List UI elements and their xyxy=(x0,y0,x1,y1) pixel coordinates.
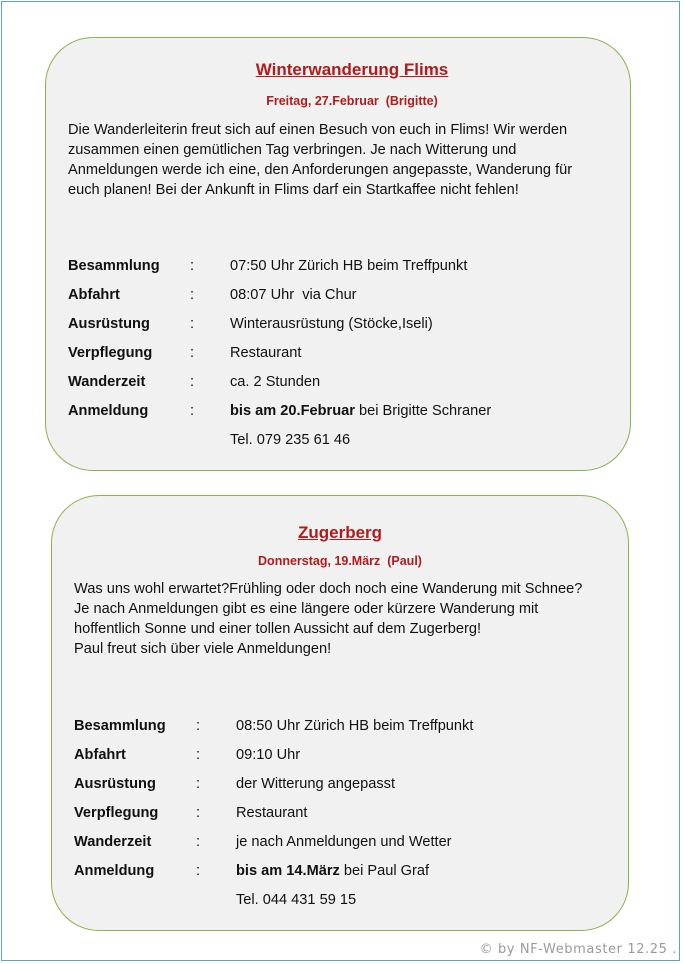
detail-row-verpflegung xyxy=(68,343,630,372)
detail-value: bis am 14.März bei Paul Graf xyxy=(236,863,430,879)
description-paragraph: Die Wanderleiterin freut sich auf einen Besuch von euch in Flims! Wir werden zusammen einen gemütlichen Tag verbringen. Je nach Witterung und Anmeldungen werde ich eine, den Anforderungen angepasste, Wanderung für euch planen! Bei der Ankunft in Flims darf ein Startkaffee nicht fehlen! xyxy=(68,122,573,198)
event-title: Zugerberg xyxy=(297,523,383,542)
detail-value: ca. 2 Stunden xyxy=(230,374,321,390)
detail-colon: : xyxy=(196,776,201,792)
detail-value: 08:07 Uhr via Chur xyxy=(230,287,357,303)
detail-row-telefon xyxy=(74,890,628,919)
detail-row-besammlung xyxy=(74,716,628,745)
detail-label: Verpflegung xyxy=(74,805,159,821)
detail-row-wanderzeit xyxy=(74,832,628,861)
detail-row-abfahrt xyxy=(68,285,630,314)
description-paragraph: Paul freut sich über viele Anmeldungen! xyxy=(74,641,332,657)
detail-value: 09:10 Uhr xyxy=(236,747,301,763)
detail-row-wanderzeit xyxy=(68,372,630,401)
event-description xyxy=(68,120,598,200)
detail-row-besammlung xyxy=(68,256,630,285)
detail-row-abfahrt xyxy=(74,745,628,774)
event-details xyxy=(68,256,630,459)
detail-value: Winterausrüstung (Stöcke,Iseli) xyxy=(230,316,433,332)
detail-colon: : xyxy=(190,287,195,303)
event-card-flims xyxy=(45,37,631,471)
detail-colon: : xyxy=(190,403,195,419)
detail-row-ausruestung xyxy=(68,314,630,343)
detail-colon: : xyxy=(190,316,195,332)
detail-row-ausruestung xyxy=(74,774,628,803)
detail-row-verpflegung xyxy=(74,803,628,832)
detail-label: Abfahrt xyxy=(68,287,120,303)
detail-colon: : xyxy=(196,863,201,879)
detail-row-anmeldung xyxy=(68,401,630,430)
copyright-footer: © by NF-Webmaster 12.25 . xyxy=(479,942,677,957)
detail-row-anmeldung xyxy=(74,861,628,890)
detail-label: Besammlung xyxy=(74,718,166,734)
detail-value: Tel. 079 235 61 46 xyxy=(230,432,351,448)
detail-label: Anmeldung xyxy=(68,403,149,419)
detail-label: Ausrüstung xyxy=(74,776,156,792)
detail-colon: : xyxy=(196,747,201,763)
detail-value: je nach Anmeldungen und Wetter xyxy=(236,834,452,850)
description-paragraph: Was uns wohl erwartet?Frühling oder doch noch eine Wanderung mit Schnee? Je nach Anmeldungen gibt es eine längere oder kürzere Wanderung mit hoffentlich Sonne und einer tollen Aussicht auf dem Zugerberg! xyxy=(74,581,583,637)
detail-value: bis am 20.Februar bei Brigitte Schraner xyxy=(230,403,492,419)
detail-label: Wanderzeit xyxy=(68,374,146,390)
detail-label: Abfahrt xyxy=(74,747,126,763)
detail-value: Restaurant xyxy=(230,345,302,361)
detail-value: Tel. 044 431 59 15 xyxy=(236,892,357,908)
event-card-zugerberg xyxy=(51,495,629,931)
event-title: Winterwanderung Flims xyxy=(255,60,449,79)
detail-label: Wanderzeit xyxy=(74,834,152,850)
detail-label: Anmeldung xyxy=(74,863,155,879)
detail-value: 08:50 Uhr Zürich HB beim Treffpunkt xyxy=(236,718,474,734)
detail-value: 07:50 Uhr Zürich HB beim Treffpunkt xyxy=(230,258,468,274)
detail-colon: : xyxy=(196,834,201,850)
detail-value: Restaurant xyxy=(236,805,308,821)
detail-colon: : xyxy=(190,258,195,274)
detail-value: der Witterung angepasst xyxy=(236,776,395,792)
detail-row-telefon xyxy=(68,430,630,459)
event-date: Freitag, 27.Februar (Brigitte) xyxy=(266,94,438,108)
detail-colon: : xyxy=(196,805,201,821)
event-date: Donnerstag, 19.März (Paul) xyxy=(258,554,422,568)
event-details xyxy=(74,716,628,919)
detail-colon: : xyxy=(190,374,195,390)
event-description xyxy=(74,579,594,659)
detail-colon: : xyxy=(190,345,195,361)
detail-label: Ausrüstung xyxy=(68,316,150,332)
detail-label: Verpflegung xyxy=(68,345,153,361)
detail-colon: : xyxy=(196,718,201,734)
detail-label: Besammlung xyxy=(68,258,160,274)
